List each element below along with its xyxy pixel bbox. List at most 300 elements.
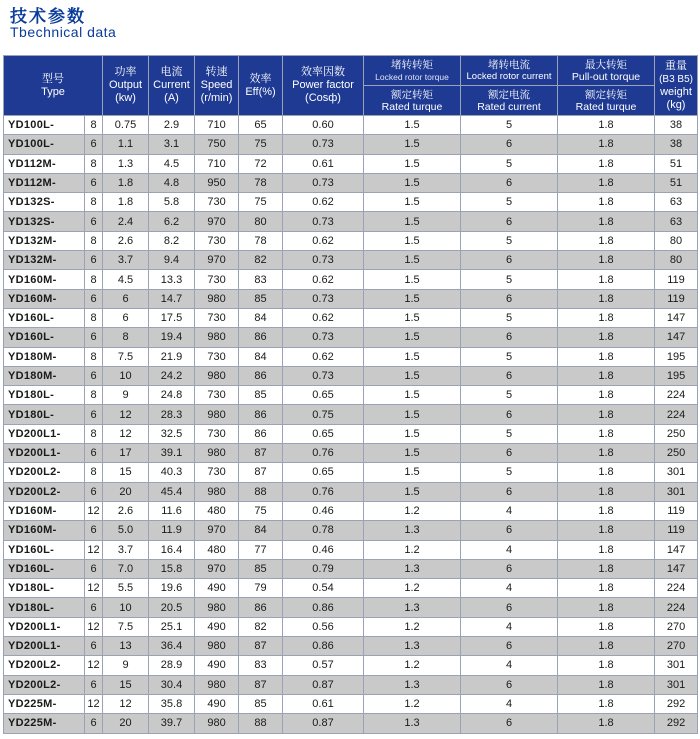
cell-rated-current-ratio: 6 — [461, 251, 558, 270]
cell-rated-current-ratio: 6 — [461, 521, 558, 540]
cell-speed: 980 — [195, 366, 239, 385]
cell-weight: 119 — [655, 521, 698, 540]
cell-pullout-torque-ratio: 1.8 — [558, 135, 655, 154]
cell-power-factor: 0.62 — [283, 270, 364, 289]
cell-power-factor: 0.78 — [283, 521, 364, 540]
cell-speed: 980 — [195, 714, 239, 733]
cell-poles: 8 — [85, 386, 103, 405]
table-row — [4, 366, 698, 385]
cell-output: 9 — [103, 386, 149, 405]
cell-current: 9.4 — [149, 251, 195, 270]
cell-power-factor: 0.73 — [283, 135, 364, 154]
cell-model: YD200L1- — [4, 424, 85, 443]
cell-rated-torque-ratio: 1.5 — [364, 308, 461, 327]
table-row — [4, 598, 698, 617]
cell-rated-torque-ratio: 1.2 — [364, 656, 461, 675]
cell-efficiency: 86 — [239, 366, 283, 385]
cell-power-factor: 0.61 — [283, 694, 364, 713]
cell-efficiency: 83 — [239, 656, 283, 675]
cell-current: 32.5 — [149, 424, 195, 443]
cell-speed: 730 — [195, 308, 239, 327]
cell-efficiency: 84 — [239, 521, 283, 540]
cell-pullout-torque-ratio: 1.8 — [558, 231, 655, 250]
table-row — [4, 694, 698, 713]
cell-poles: 6 — [85, 675, 103, 694]
table-row — [4, 501, 698, 520]
cell-efficiency: 82 — [239, 617, 283, 636]
cell-rated-current-ratio: 6 — [461, 366, 558, 385]
cell-output: 20 — [103, 714, 149, 733]
cell-power-factor: 0.73 — [283, 366, 364, 385]
cell-rated-current-ratio: 6 — [461, 289, 558, 308]
cell-rated-current-ratio: 6 — [461, 598, 558, 617]
cell-weight: 63 — [655, 212, 698, 231]
cell-pullout-torque-ratio: 1.8 — [558, 540, 655, 559]
table-row — [4, 521, 698, 540]
cell-efficiency: 65 — [239, 116, 283, 135]
table-row — [4, 405, 698, 424]
page-title-cn: 技术参数 — [10, 7, 86, 26]
cell-efficiency: 75 — [239, 193, 283, 212]
cell-output: 7.0 — [103, 559, 149, 578]
cell-weight: 38 — [655, 135, 698, 154]
cell-poles: 6 — [85, 482, 103, 501]
cell-weight: 51 — [655, 154, 698, 173]
cell-output: 9 — [103, 656, 149, 675]
cell-rated-current-ratio: 5 — [461, 347, 558, 366]
cell-rated-torque-ratio: 1.5 — [364, 482, 461, 501]
table-row — [4, 116, 698, 135]
cell-pullout-torque-ratio: 1.8 — [558, 463, 655, 482]
cell-output: 2.6 — [103, 501, 149, 520]
cell-weight: 147 — [655, 308, 698, 327]
cell-speed: 970 — [195, 521, 239, 540]
cell-rated-torque-ratio: 1.5 — [364, 251, 461, 270]
cell-weight: 301 — [655, 482, 698, 501]
cell-current: 30.4 — [149, 675, 195, 694]
cell-rated-torque-ratio: 1.5 — [364, 212, 461, 231]
cell-output: 5.5 — [103, 579, 149, 598]
cell-speed: 980 — [195, 482, 239, 501]
cell-rated-torque-ratio: 1.5 — [364, 424, 461, 443]
cell-model: YD180L- — [4, 579, 85, 598]
cell-model: YD112M- — [4, 154, 85, 173]
page-title-en: Tbechnical data — [10, 24, 117, 40]
cell-speed: 710 — [195, 154, 239, 173]
cell-power-factor: 0.76 — [283, 482, 364, 501]
cell-pullout-torque-ratio: 1.8 — [558, 675, 655, 694]
table-row — [4, 173, 698, 192]
cell-current: 6.2 — [149, 212, 195, 231]
cell-model: YD160L- — [4, 540, 85, 559]
cell-efficiency: 77 — [239, 540, 283, 559]
table-row — [4, 386, 698, 405]
cell-power-factor: 0.86 — [283, 598, 364, 617]
cell-model: YD160L- — [4, 559, 85, 578]
cell-power-factor: 0.62 — [283, 193, 364, 212]
cell-power-factor: 0.73 — [283, 251, 364, 270]
cell-pullout-torque-ratio: 1.8 — [558, 347, 655, 366]
table-row — [4, 193, 698, 212]
cell-model: YD225M- — [4, 714, 85, 733]
cell-rated-torque-ratio: 1.5 — [364, 154, 461, 173]
cell-current: 28.9 — [149, 656, 195, 675]
cell-model: YD160M- — [4, 289, 85, 308]
table-row — [4, 424, 698, 443]
cell-pullout-torque-ratio: 1.8 — [558, 579, 655, 598]
table-row — [4, 154, 698, 173]
cell-output: 1.1 — [103, 135, 149, 154]
cell-current: 3.1 — [149, 135, 195, 154]
cell-speed: 730 — [195, 386, 239, 405]
cell-weight: 292 — [655, 694, 698, 713]
cell-rated-torque-ratio: 1.2 — [364, 579, 461, 598]
header-locked-current: 堵转电流 Locked rotor current — [461, 56, 558, 86]
cell-efficiency: 87 — [239, 463, 283, 482]
cell-weight: 147 — [655, 328, 698, 347]
cell-rated-torque-ratio: 1.5 — [364, 231, 461, 250]
cell-efficiency: 87 — [239, 444, 283, 463]
cell-poles: 8 — [85, 154, 103, 173]
cell-speed: 490 — [195, 694, 239, 713]
table-row — [4, 559, 698, 578]
cell-weight: 292 — [655, 714, 698, 733]
cell-model: YD160M- — [4, 521, 85, 540]
cell-current: 25.1 — [149, 617, 195, 636]
cell-pullout-torque-ratio: 1.8 — [558, 212, 655, 231]
cell-poles: 12 — [85, 501, 103, 520]
cell-model: YD200L1- — [4, 637, 85, 656]
cell-output: 0.75 — [103, 116, 149, 135]
cell-model: YD200L1- — [4, 444, 85, 463]
cell-current: 21.9 — [149, 347, 195, 366]
cell-model: YD132M- — [4, 251, 85, 270]
cell-rated-current-ratio: 5 — [461, 386, 558, 405]
cell-model: YD132S- — [4, 212, 85, 231]
cell-output: 8 — [103, 328, 149, 347]
cell-efficiency: 75 — [239, 501, 283, 520]
cell-output: 7.5 — [103, 617, 149, 636]
cell-pullout-torque-ratio: 1.8 — [558, 173, 655, 192]
cell-pullout-torque-ratio: 1.8 — [558, 501, 655, 520]
cell-rated-torque-ratio: 1.5 — [364, 135, 461, 154]
cell-poles: 8 — [85, 308, 103, 327]
table-row — [4, 289, 698, 308]
cell-poles: 6 — [85, 366, 103, 385]
header-rated-current: 额定电流 Rated current — [461, 86, 558, 116]
cell-poles: 6 — [85, 328, 103, 347]
cell-output: 2.6 — [103, 231, 149, 250]
cell-model: YD160L- — [4, 328, 85, 347]
cell-current: 4.8 — [149, 173, 195, 192]
cell-poles: 6 — [85, 521, 103, 540]
cell-current: 11.6 — [149, 501, 195, 520]
cell-power-factor: 0.62 — [283, 308, 364, 327]
cell-output: 6 — [103, 289, 149, 308]
cell-pullout-torque-ratio: 1.8 — [558, 193, 655, 212]
cell-poles: 6 — [85, 559, 103, 578]
cell-pullout-torque-ratio: 1.8 — [558, 154, 655, 173]
cell-weight: 250 — [655, 444, 698, 463]
cell-current: 24.2 — [149, 366, 195, 385]
cell-weight: 301 — [655, 656, 698, 675]
cell-rated-torque-ratio: 1.5 — [364, 405, 461, 424]
cell-poles: 8 — [85, 231, 103, 250]
table-row — [4, 251, 698, 270]
cell-current: 19.6 — [149, 579, 195, 598]
cell-rated-current-ratio: 6 — [461, 714, 558, 733]
cell-current: 20.5 — [149, 598, 195, 617]
cell-efficiency: 85 — [239, 386, 283, 405]
cell-power-factor: 0.87 — [283, 675, 364, 694]
cell-poles: 6 — [85, 405, 103, 424]
cell-speed: 970 — [195, 251, 239, 270]
cell-pullout-torque-ratio: 1.8 — [558, 328, 655, 347]
cell-weight: 51 — [655, 173, 698, 192]
cell-weight: 38 — [655, 116, 698, 135]
cell-output: 13 — [103, 637, 149, 656]
cell-pullout-torque-ratio: 1.8 — [558, 405, 655, 424]
cell-efficiency: 82 — [239, 251, 283, 270]
cell-efficiency: 86 — [239, 328, 283, 347]
cell-poles: 8 — [85, 424, 103, 443]
cell-power-factor: 0.86 — [283, 637, 364, 656]
cell-current: 19.4 — [149, 328, 195, 347]
cell-rated-torque-ratio: 1.2 — [364, 540, 461, 559]
cell-speed: 730 — [195, 463, 239, 482]
cell-output: 1.8 — [103, 173, 149, 192]
cell-efficiency: 85 — [239, 559, 283, 578]
cell-poles: 12 — [85, 694, 103, 713]
cell-weight: 147 — [655, 559, 698, 578]
cell-poles: 6 — [85, 135, 103, 154]
cell-pullout-torque-ratio: 1.8 — [558, 482, 655, 501]
cell-power-factor: 0.57 — [283, 656, 364, 675]
cell-power-factor: 0.46 — [283, 501, 364, 520]
cell-rated-torque-ratio: 1.5 — [364, 116, 461, 135]
cell-pullout-torque-ratio: 1.8 — [558, 270, 655, 289]
cell-poles: 6 — [85, 637, 103, 656]
cell-rated-torque-ratio: 1.3 — [364, 521, 461, 540]
cell-current: 16.4 — [149, 540, 195, 559]
cell-rated-current-ratio: 6 — [461, 135, 558, 154]
cell-pullout-torque-ratio: 1.8 — [558, 444, 655, 463]
cell-weight: 224 — [655, 579, 698, 598]
cell-efficiency: 84 — [239, 308, 283, 327]
cell-output: 12 — [103, 424, 149, 443]
header-efficiency: 效率 Eff(%) — [239, 56, 283, 116]
cell-poles: 6 — [85, 289, 103, 308]
cell-speed: 730 — [195, 231, 239, 250]
cell-poles: 8 — [85, 347, 103, 366]
cell-rated-current-ratio: 6 — [461, 559, 558, 578]
cell-current: 4.5 — [149, 154, 195, 173]
cell-poles: 6 — [85, 714, 103, 733]
table-body — [4, 116, 698, 734]
cell-rated-current-ratio: 4 — [461, 501, 558, 520]
cell-current: 17.5 — [149, 308, 195, 327]
cell-weight: 224 — [655, 386, 698, 405]
header-weight: 重量 (B3 B5) weight (kg) — [655, 56, 698, 116]
cell-rated-current-ratio: 6 — [461, 328, 558, 347]
table-row — [4, 444, 698, 463]
cell-pullout-torque-ratio: 1.8 — [558, 366, 655, 385]
cell-model: YD180L- — [4, 598, 85, 617]
cell-rated-torque-ratio: 1.5 — [364, 463, 461, 482]
cell-current: 28.3 — [149, 405, 195, 424]
cell-output: 17 — [103, 444, 149, 463]
table-row — [4, 637, 698, 656]
cell-speed: 710 — [195, 116, 239, 135]
cell-efficiency: 87 — [239, 675, 283, 694]
header-rated-torque-2: 额定转矩 Rated turque — [558, 86, 655, 116]
cell-power-factor: 0.73 — [283, 173, 364, 192]
cell-current: 5.8 — [149, 193, 195, 212]
table-row — [4, 463, 698, 482]
cell-rated-current-ratio: 5 — [461, 308, 558, 327]
table-row — [4, 308, 698, 327]
cell-efficiency: 86 — [239, 598, 283, 617]
cell-efficiency: 86 — [239, 405, 283, 424]
cell-speed: 980 — [195, 675, 239, 694]
cell-efficiency: 78 — [239, 173, 283, 192]
cell-weight: 119 — [655, 270, 698, 289]
table-row — [4, 540, 698, 559]
cell-speed: 980 — [195, 637, 239, 656]
cell-speed: 970 — [195, 559, 239, 578]
cell-weight: 224 — [655, 405, 698, 424]
cell-power-factor: 0.75 — [283, 405, 364, 424]
cell-weight: 270 — [655, 637, 698, 656]
cell-efficiency: 80 — [239, 212, 283, 231]
cell-rated-torque-ratio: 1.5 — [364, 366, 461, 385]
cell-speed: 950 — [195, 173, 239, 192]
cell-output: 1.8 — [103, 193, 149, 212]
table-row — [4, 212, 698, 231]
cell-model: YD180L- — [4, 405, 85, 424]
cell-current: 14.7 — [149, 289, 195, 308]
cell-current: 13.3 — [149, 270, 195, 289]
cell-pullout-torque-ratio: 1.8 — [558, 289, 655, 308]
cell-rated-current-ratio: 5 — [461, 463, 558, 482]
cell-model: YD180L- — [4, 386, 85, 405]
cell-output: 10 — [103, 366, 149, 385]
cell-current: 11.9 — [149, 521, 195, 540]
cell-model: YD200L2- — [4, 675, 85, 694]
cell-current: 39.7 — [149, 714, 195, 733]
cell-model: YD160L- — [4, 308, 85, 327]
cell-output: 1.3 — [103, 154, 149, 173]
cell-power-factor: 0.65 — [283, 424, 364, 443]
cell-poles: 12 — [85, 540, 103, 559]
cell-rated-torque-ratio: 1.3 — [364, 637, 461, 656]
cell-pullout-torque-ratio: 1.8 — [558, 637, 655, 656]
cell-power-factor: 0.54 — [283, 579, 364, 598]
cell-model: YD100L- — [4, 135, 85, 154]
cell-weight: 270 — [655, 617, 698, 636]
cell-speed: 750 — [195, 135, 239, 154]
cell-rated-torque-ratio: 1.2 — [364, 617, 461, 636]
cell-weight: 80 — [655, 231, 698, 250]
cell-power-factor: 0.46 — [283, 540, 364, 559]
cell-rated-current-ratio: 5 — [461, 154, 558, 173]
cell-power-factor: 0.62 — [283, 231, 364, 250]
cell-rated-torque-ratio: 1.5 — [364, 444, 461, 463]
table-row — [4, 270, 698, 289]
cell-output: 2.4 — [103, 212, 149, 231]
cell-power-factor: 0.73 — [283, 289, 364, 308]
cell-current: 15.8 — [149, 559, 195, 578]
cell-speed: 980 — [195, 444, 239, 463]
cell-rated-torque-ratio: 1.3 — [364, 559, 461, 578]
cell-pullout-torque-ratio: 1.8 — [558, 308, 655, 327]
cell-power-factor: 0.56 — [283, 617, 364, 636]
cell-power-factor: 0.61 — [283, 154, 364, 173]
cell-pullout-torque-ratio: 1.8 — [558, 694, 655, 713]
cell-speed: 490 — [195, 579, 239, 598]
cell-weight: 224 — [655, 598, 698, 617]
cell-efficiency: 85 — [239, 289, 283, 308]
cell-poles: 8 — [85, 463, 103, 482]
technical-data-table — [3, 55, 698, 734]
cell-weight: 147 — [655, 540, 698, 559]
cell-output: 3.7 — [103, 251, 149, 270]
cell-rated-current-ratio: 5 — [461, 270, 558, 289]
cell-efficiency: 84 — [239, 347, 283, 366]
table-row — [4, 656, 698, 675]
cell-rated-current-ratio: 5 — [461, 193, 558, 212]
cell-weight: 301 — [655, 675, 698, 694]
table-row — [4, 675, 698, 694]
cell-model: YD100L- — [4, 116, 85, 135]
cell-speed: 490 — [195, 617, 239, 636]
cell-rated-torque-ratio: 1.3 — [364, 598, 461, 617]
cell-current: 40.3 — [149, 463, 195, 482]
cell-efficiency: 78 — [239, 231, 283, 250]
cell-speed: 480 — [195, 501, 239, 520]
cell-efficiency: 88 — [239, 714, 283, 733]
cell-model: YD200L2- — [4, 482, 85, 501]
cell-rated-torque-ratio: 1.2 — [364, 501, 461, 520]
cell-output: 5.0 — [103, 521, 149, 540]
cell-rated-torque-ratio: 1.5 — [364, 386, 461, 405]
cell-model: YD200L2- — [4, 656, 85, 675]
cell-current: 39.1 — [149, 444, 195, 463]
cell-rated-current-ratio: 4 — [461, 694, 558, 713]
cell-poles: 6 — [85, 598, 103, 617]
cell-pullout-torque-ratio: 1.8 — [558, 559, 655, 578]
cell-rated-current-ratio: 4 — [461, 540, 558, 559]
cell-power-factor: 0.76 — [283, 444, 364, 463]
cell-rated-current-ratio: 5 — [461, 424, 558, 443]
header-power-factor: 效率因数 Power factor (Cosф) — [283, 56, 364, 116]
cell-output: 15 — [103, 463, 149, 482]
cell-weight: 195 — [655, 366, 698, 385]
cell-rated-torque-ratio: 1.5 — [364, 193, 461, 212]
table-row — [4, 231, 698, 250]
cell-poles: 12 — [85, 579, 103, 598]
cell-rated-current-ratio: 6 — [461, 675, 558, 694]
cell-model: YD200L2- — [4, 463, 85, 482]
cell-weight: 250 — [655, 424, 698, 443]
cell-rated-torque-ratio: 1.5 — [364, 328, 461, 347]
cell-current: 35.8 — [149, 694, 195, 713]
header-current: 电流 Current (A) — [149, 56, 195, 116]
cell-model: YD180M- — [4, 347, 85, 366]
header-rated-torque: 额定转矩 Rated turque — [364, 86, 461, 116]
cell-model: YD160M- — [4, 270, 85, 289]
cell-pullout-torque-ratio: 1.8 — [558, 598, 655, 617]
